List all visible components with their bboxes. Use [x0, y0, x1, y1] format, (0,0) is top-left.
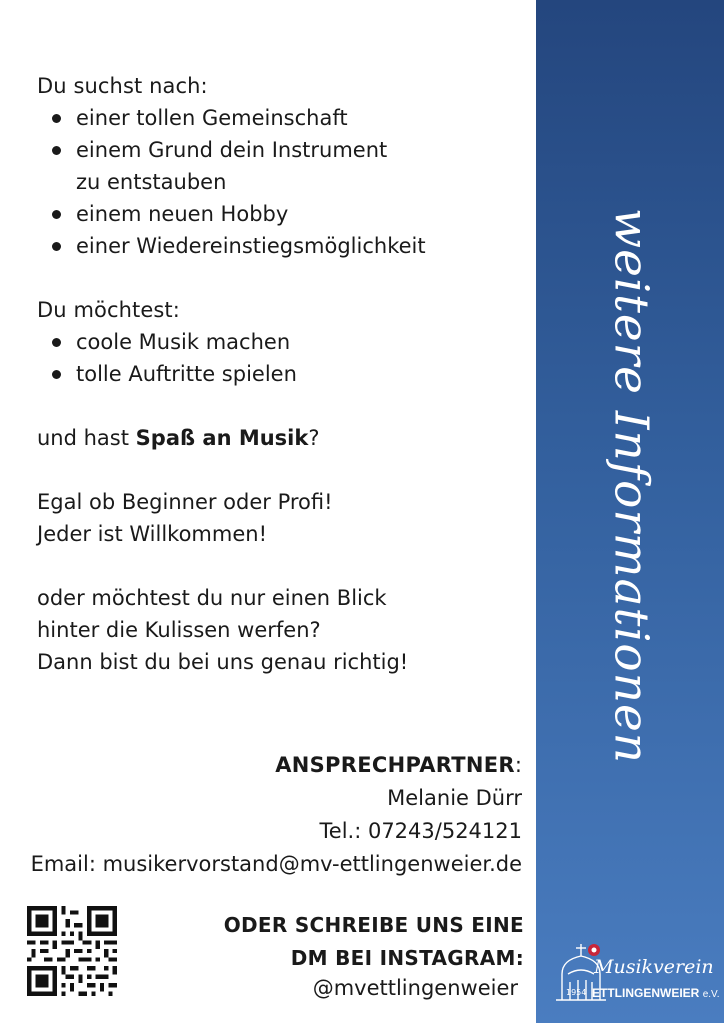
logo-name: ETTLINGENWEIER — [592, 986, 700, 1000]
vertical-heading-text: weitere Informationen — [603, 207, 659, 765]
peek-line: Dann bist du bei uns genau richtig! — [37, 650, 409, 674]
logo-word-musikverein: Musikverein — [594, 956, 714, 978]
peek-line: hinter die Kulissen werfen? — [37, 618, 321, 642]
peek-line: oder möchtest du nur einen Blick — [37, 586, 387, 610]
club-logo — [548, 928, 718, 1008]
fun-bold: Spaß an Musik — [135, 426, 309, 450]
fun-pre: und hast — [37, 426, 136, 450]
logo-year: 1954 — [566, 988, 587, 997]
list-item: coole Musik machen — [50, 326, 297, 358]
peek-text — [37, 582, 408, 678]
contact-phone: Tel.: 07243/524121 — [319, 819, 522, 843]
logo-word-ettlingenweier — [592, 986, 720, 1000]
fun-line — [37, 422, 320, 454]
everyone-line: Jeder ist Willkommen! — [37, 522, 267, 546]
qr-code-icon[interactable] — [27, 906, 117, 996]
wish-list — [50, 326, 297, 390]
intro-list — [50, 102, 426, 262]
contact-email: Email: musikervorstand@mv-ettlingenweier.de — [30, 852, 522, 876]
contact-name: Melanie Dürr — [387, 786, 522, 810]
vertical-heading — [603, 207, 659, 765]
logo-suffix: e.V. — [702, 989, 720, 1000]
fun-post: ? — [308, 426, 320, 450]
list-item: einer tollen Gemeinschaft — [50, 102, 426, 134]
contact-heading-colon: : — [514, 753, 522, 777]
instagram-line: ODER SCHREIBE UNS EINE — [223, 913, 524, 937]
list-item: einem Grund dein Instrument zu entstauben — [50, 134, 426, 198]
intro-title: Du suchst nach: — [37, 74, 208, 98]
contact-heading: ANSPRECHPARTNER — [275, 753, 515, 777]
everyone-text — [37, 486, 333, 550]
instagram-heading — [224, 909, 524, 975]
list-item: tolle Auftritte spielen — [50, 358, 297, 390]
instagram-handle[interactable]: @mvettlingenweier — [312, 976, 518, 1000]
wish-title: Du möchtest: — [37, 298, 180, 322]
list-item: einem neuen Hobby — [50, 198, 426, 230]
list-item: einer Wiedereinstiegsmöglichkeit — [50, 230, 426, 262]
instagram-line: DM BEI INSTAGRAM: — [290, 946, 524, 970]
contact-block — [31, 749, 522, 881]
everyone-line: Egal ob Beginner oder Profi! — [37, 490, 333, 514]
